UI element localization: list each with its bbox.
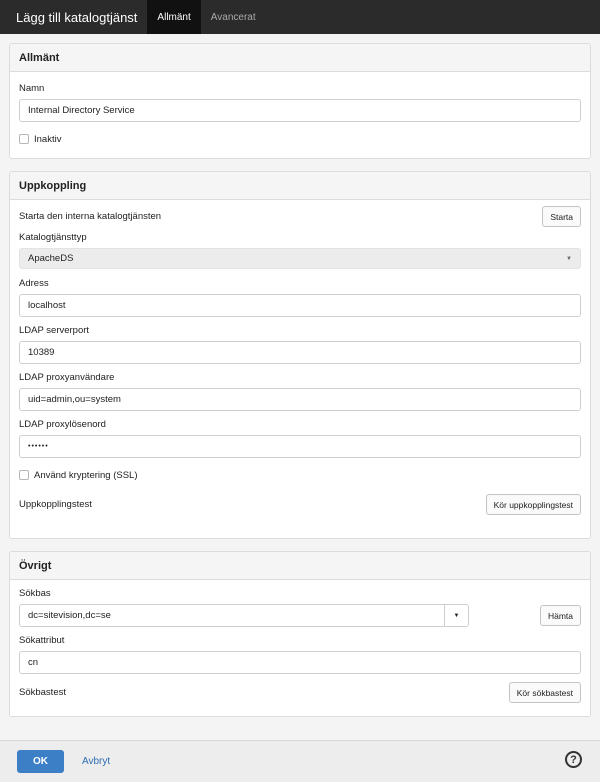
- proxy-user-input[interactable]: [19, 388, 581, 411]
- connection-test-button[interactable]: Kör uppkopplingstest: [486, 494, 581, 515]
- proxy-password-value: ••••••: [28, 443, 49, 450]
- cancel-link[interactable]: Avbryt: [82, 756, 111, 767]
- searchbase-value: dc=sitevision,dc=se: [28, 610, 111, 621]
- fetch-button[interactable]: Hämta: [540, 605, 581, 626]
- general-heading: Allmänt: [10, 44, 590, 72]
- name-input[interactable]: [19, 99, 581, 122]
- directory-type-label: Katalogtjänsttyp: [19, 232, 87, 243]
- tab-advanced[interactable]: Avancerat: [210, 11, 256, 23]
- proxy-password-label: LDAP proxylösenord: [19, 419, 106, 430]
- dialog-content: [0, 34, 600, 740]
- searchbase-combo[interactable]: [19, 604, 469, 627]
- ssl-checkbox[interactable]: [19, 470, 29, 480]
- address-value: localhost: [28, 300, 66, 311]
- dialog-title: Lägg till katalogtjänst: [16, 9, 138, 25]
- name-label: Namn: [19, 83, 45, 94]
- other-heading: Övrigt: [10, 552, 590, 580]
- search-attribute-value: cn: [28, 657, 39, 668]
- port-label: LDAP serverport: [19, 325, 90, 336]
- caret-down-icon: ▼: [566, 255, 572, 262]
- connection-heading: Uppkoppling: [10, 172, 590, 200]
- tab-general[interactable]: Allmänt: [147, 0, 200, 34]
- searchbase-row: [19, 604, 581, 627]
- directory-type-value: ApacheDS: [28, 253, 74, 264]
- other-panel: [9, 551, 591, 717]
- proxy-password-input[interactable]: [19, 435, 581, 458]
- connection-panel: [9, 171, 591, 539]
- inactive-checkbox[interactable]: [19, 134, 29, 144]
- search-test-label: Sökbastest: [19, 687, 66, 698]
- proxy-user-label: LDAP proxyanvändare: [19, 372, 115, 383]
- search-test-button[interactable]: Kör sökbastest: [509, 682, 581, 703]
- connection-test-row: [19, 494, 581, 515]
- directory-type-select[interactable]: [19, 248, 581, 269]
- dialog-footer: [0, 740, 600, 782]
- start-button[interactable]: Starta: [542, 206, 581, 227]
- address-label: Adress: [19, 278, 49, 289]
- address-input[interactable]: [19, 294, 581, 317]
- general-panel: [9, 43, 591, 159]
- search-attribute-input[interactable]: [19, 651, 581, 674]
- start-service-row: [19, 206, 581, 227]
- port-value: 10389: [28, 347, 55, 358]
- connection-test-label: Uppkopplingstest: [19, 499, 92, 510]
- name-input-value: Internal Directory Service: [28, 105, 135, 116]
- searchbase-label: Sökbas: [19, 588, 51, 599]
- dialog-header: [0, 0, 600, 34]
- inactive-row: [19, 130, 581, 148]
- ssl-label: Använd kryptering (SSL): [34, 469, 138, 481]
- search-test-row: [19, 682, 581, 703]
- help-icon[interactable]: ?: [565, 751, 582, 768]
- ok-button[interactable]: OK: [17, 750, 64, 773]
- inactive-label: Inaktiv: [34, 133, 62, 145]
- proxy-user-value: uid=admin,ou=system: [28, 394, 121, 405]
- caret-down-icon[interactable]: ▼: [444, 605, 468, 626]
- start-service-label: Starta den interna katalogtjänsten: [19, 211, 162, 222]
- port-input[interactable]: [19, 341, 581, 364]
- ssl-row: [19, 466, 581, 484]
- search-attribute-label: Sökattribut: [19, 635, 65, 646]
